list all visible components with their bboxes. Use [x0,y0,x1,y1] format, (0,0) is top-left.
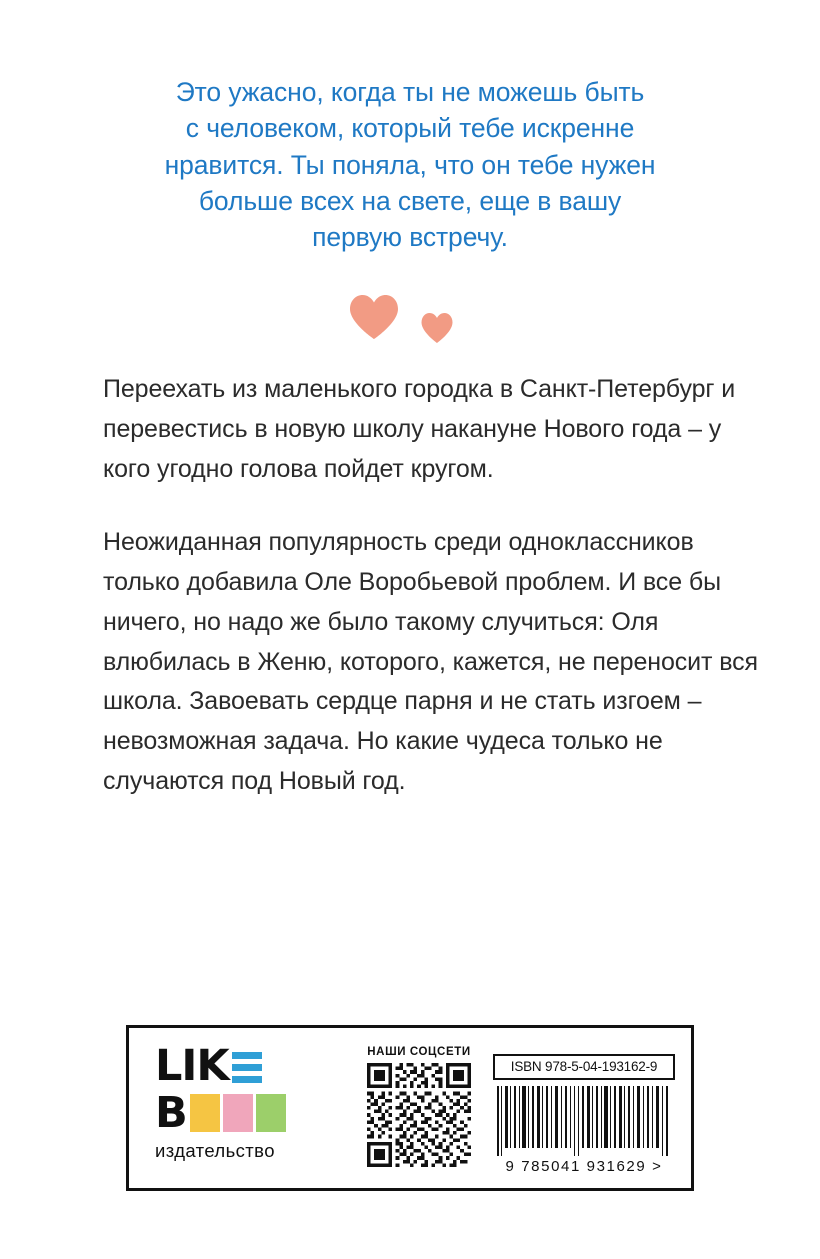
blurb-paragraph: Неожиданная популярность среди одноклассников только добавила Оле Воробьевой проблем. И все бы ничего, но надо же было такому случиться: Оля влюбилась в Женю, которого, кажется, не переносит вся школа. Завоевать сердце парня и не стать изгоем – невозможная задача. Но какие чудеса только не случаются под Новый год. [103,528,758,795]
footer-panel [126,1025,694,1191]
logo-text-like: LIK [155,1041,229,1091]
logo-subtitle: издательство [155,1140,275,1161]
quote-line: больше всех на свете, еще в вашу [198,185,622,216]
blurb-text [103,370,763,802]
barcode-icon [493,1086,675,1156]
qr-block [359,1046,479,1167]
logo-line-1 [155,1041,327,1091]
barcode-digits: 9 785041 931629 > [505,1158,663,1175]
logo-tile-yellow [190,1094,220,1132]
quote-line: первую встречу. [312,222,508,253]
qr-caption: НАШИ СОЦСЕТИ [367,1046,471,1058]
quote-line: нравится. Ты поняла, что он тебе нужен [164,149,656,180]
isbn-block [493,1054,675,1175]
logo-tile-pink [223,1094,253,1132]
heart-divider [0,290,820,360]
isbn-text: ISBN 978-5-04-193162-9 [493,1054,675,1080]
publisher-logo [155,1041,327,1162]
logo-line-2 [155,1088,327,1138]
quote-line: с человеком, который тебе искренне [185,113,635,144]
heart-icon [420,312,454,344]
heart-icon [348,294,400,340]
blurb-paragraph: Переехать из маленького городка в Санкт-Петербург и перевестись в новую школу накануне Нового года – у кого угодно голова пойдет кругом. [103,375,736,483]
qr-code-icon[interactable] [367,1063,471,1167]
logo-tile-e [232,1047,262,1085]
logo-text-b: B [155,1088,187,1138]
quote-line: Это ужасно, когда ты не можешь быть [175,77,645,107]
quote-block [90,74,730,255]
logo-tile-green [256,1094,286,1132]
